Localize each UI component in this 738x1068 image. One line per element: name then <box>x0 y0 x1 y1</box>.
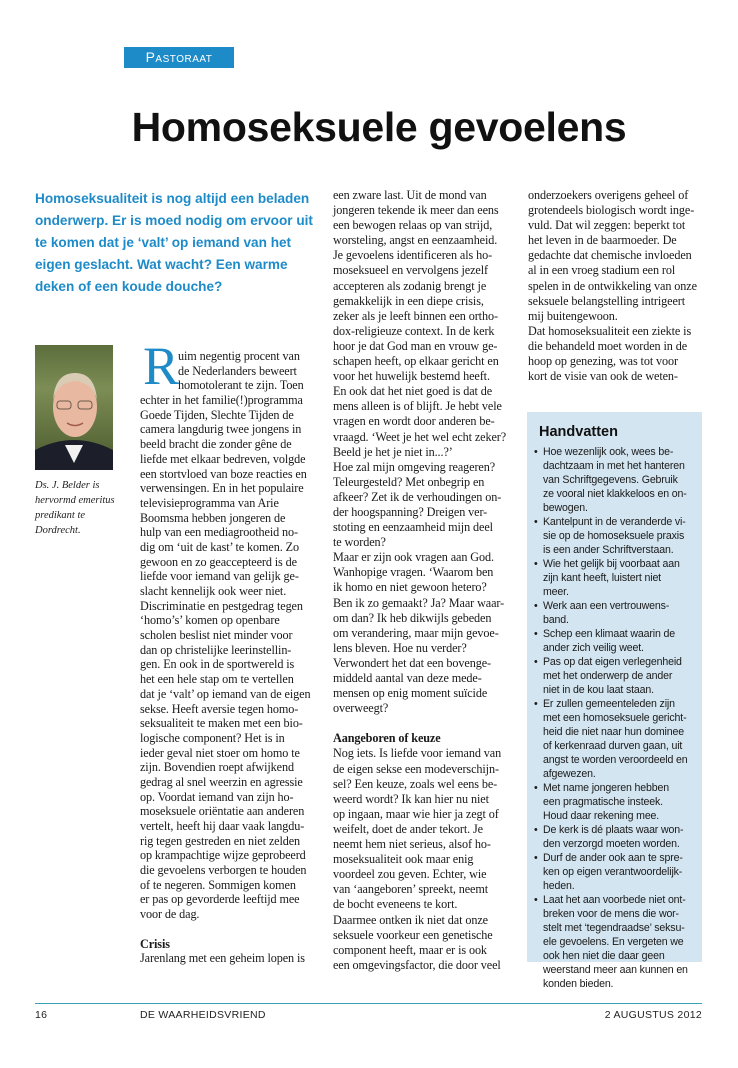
sidebar-item-line: Schep een klimaat waarin de <box>543 628 675 640</box>
text-line: Verwondert het dat een bovenge- <box>333 655 491 670</box>
text-line: dox-religieuze context. In de kerk <box>333 323 495 338</box>
text-line: zeker als je leeft binnen een ortho- <box>333 308 498 323</box>
text-line: televisieprogramma van Arie <box>140 495 279 510</box>
text-line: een zware last. Uit de mond van <box>333 188 487 202</box>
text-line: hulp van een mediagrootheid no- <box>140 525 298 540</box>
sidebar-item-line: ze vooral niet klakkeloos en on- <box>543 488 687 500</box>
paragraph-gap <box>333 716 506 731</box>
text-line: worsteling, angst en eenzaamheid. <box>333 233 498 248</box>
text-line: kort de visie van ook de weten- <box>528 369 678 384</box>
sidebar-item-line: ook hen niet die daar geen <box>543 950 665 962</box>
sidebar-item-line: Houd daar rekening mee. <box>543 810 660 822</box>
text-line: op krampachtige wijze geprobeerd <box>140 848 306 863</box>
text-line: gen. En ook in de sportwereld is <box>140 657 295 672</box>
text-line: om dan? Ik heb dikwijls gebeden <box>333 610 492 625</box>
sidebar-list-item <box>532 697 688 781</box>
sidebar-item-line: konden bieden. <box>543 978 614 990</box>
sidebar-item-line: ele gevoelens. En vergeten we <box>543 936 684 948</box>
sidebar-item-line: Wie het gelijk bij voorbaat aan <box>543 558 680 570</box>
text-line: het een hele stap om te vertellen <box>140 672 294 687</box>
text-line: een stortvloed van boze reacties en <box>140 466 307 481</box>
sidebar-list <box>532 445 688 991</box>
text-line: seksuele belangstelling intrigeert <box>528 293 686 308</box>
text-line: sekse. Heeft aversie tegen homo- <box>140 701 299 716</box>
bullet-icon: • <box>534 600 538 612</box>
sidebar-item-line: ander zich veilig weet. <box>543 642 644 654</box>
text-line: een bewogen relaas op van strijd, <box>333 218 493 233</box>
sidebar-item-line: met het onderwerp de ander <box>543 670 673 682</box>
text-line: seksuele voorkeur een genetische <box>333 927 493 942</box>
text-line: de eigen sekse een modeverschijn- <box>333 761 499 776</box>
text-line: mij buitengewoon. <box>528 308 618 323</box>
text-line: gewoon en zo geaccepteerd is de <box>140 554 297 569</box>
sidebar-item-line: is een ander Schriftverstaan. <box>543 544 674 556</box>
body-column-3 <box>528 188 697 384</box>
sidebar-item-line: Durf de ander ook aan te spre- <box>543 852 683 864</box>
text-line: weifelt, doet de ander tekort. Je <box>333 821 483 836</box>
sidebar-list-item <box>532 655 688 697</box>
text-line: het leven in de baarmoeder. De <box>528 233 677 248</box>
text-line: Goede Tijden, Slechte Tijden de <box>140 407 294 422</box>
text-line: mens alleen is of blijft. Je hebt vele <box>333 399 502 414</box>
sidebar-item-line: Kantelpunt in de veranderde vi- <box>543 516 686 528</box>
text-line: verwensingen. En in het populaire <box>140 481 304 496</box>
text-line: Daarmee ontken ik niet dat onze <box>333 912 488 927</box>
text-line: dat je ‘valt’ op iemand van de eigen <box>140 686 311 701</box>
sidebar-item-line: ken op eigen verantwoordelijk- <box>543 866 683 878</box>
sidebar-item-line: Werk aan een vertrouwens- <box>543 600 670 612</box>
bullet-icon: • <box>534 516 538 528</box>
sidebar-list-item <box>532 515 688 557</box>
text-line: ieder geval niet stoer om homo te <box>140 745 300 760</box>
text-line: overweegt? <box>333 701 389 716</box>
bullet-icon: • <box>534 656 538 668</box>
text-line: weerd wordt? Ik kan hier nu niet <box>333 791 489 806</box>
text-line: moseksualiteit ook maar enig <box>333 852 474 867</box>
text-line: afkeer? Zet ik de verhoudingen on- <box>333 489 502 504</box>
page-number: 16 <box>35 1009 48 1021</box>
sidebar-item-line: dachtzaam in met het hanteren <box>543 460 685 472</box>
text-line: te worden? <box>333 535 386 550</box>
sidebar-item-line: breken voor de mens die wor- <box>543 908 679 920</box>
text-line: spelen in de ontwikkeling van onze <box>528 278 697 293</box>
sidebar-item-line: De kerk is dé plaats waar won- <box>543 824 684 836</box>
section-heading: Crisis <box>140 936 170 951</box>
text-line: er pas op gevorderde leeftijd mee <box>140 892 300 907</box>
sidebar-item-line: Met name jongeren hebben <box>543 782 669 794</box>
text-line: die behandeld moet worden in de <box>528 338 688 353</box>
sidebar-item-line: Pas op dat eigen verlegenheid <box>543 656 682 668</box>
text-line: stoting en eenzaamheid mijn deel <box>333 520 493 535</box>
sidebar-item-line: of kerkenraad durven gaan, uit <box>543 740 683 752</box>
bullet-icon: • <box>534 824 538 836</box>
text-line: beeld bracht die zonder gêne de <box>140 437 292 452</box>
text-line: Jarenlang met een geheim lopen is <box>140 951 305 966</box>
text-line: accepteren als zodanig brengt je <box>333 278 487 293</box>
sidebar-item-line: angst te worden veroordeeld en <box>543 754 688 766</box>
text-line: ik homo en niet gewoon hetero? <box>333 580 487 595</box>
text-line: onderzoekers overigens geheel of <box>528 188 689 202</box>
sidebar-list-item <box>532 599 688 627</box>
sidebar-item-line: Laat het aan voorbede niet ont- <box>543 894 686 906</box>
text-line: component heeft, maar er is ook <box>333 942 487 957</box>
text-line: Je gevoelens identificeren als ho- <box>333 248 493 263</box>
sidebar-list-item <box>532 445 688 515</box>
text-line: Teleurgesteld? Met onbegrip en <box>333 474 485 489</box>
footer-rule <box>35 1003 702 1004</box>
text-line: gedachte dat chemische invloeden <box>528 248 692 263</box>
sidebar-list-item <box>532 557 688 599</box>
text-line: liefde met elkaar bedreven, volgde <box>140 451 306 466</box>
author-caption: Ds. J. Belder is hervormd emeritus predikant te Dordrecht. <box>35 480 115 536</box>
text-line: logische component? Het is in <box>140 730 285 745</box>
sidebar-item-line: een pragmatische insteek. <box>543 796 663 808</box>
sidebar-item-line: band. <box>543 614 569 626</box>
bullet-icon: • <box>534 628 538 640</box>
sidebar-item-line: heden. <box>543 880 575 892</box>
sidebar-item-line: stelt met ‘tegendraadse’ seksu- <box>543 922 685 934</box>
drop-cap: R <box>143 336 180 396</box>
text-line: voordeel zou geven. Echter, wie <box>333 867 487 882</box>
bullet-icon: • <box>534 894 538 906</box>
text-line: jongeren tekende ik meer dan eens <box>333 203 499 218</box>
body-column-2 <box>333 188 506 973</box>
text-line: homotolerant te zijn. Toen <box>178 378 304 393</box>
sidebar-list-item <box>532 781 688 823</box>
text-line: vuld. Dat wil zeggen: beperkt tot <box>528 218 686 233</box>
text-line: op ingaan, maar wie hier ja zegt of <box>333 806 499 821</box>
bullet-icon: • <box>534 782 538 794</box>
text-line: voor het huwelijk bestemd heeft. <box>333 369 490 384</box>
publication-date: 2 AUGUSTUS 2012 <box>604 1009 702 1021</box>
text-line: liefde voor iemand van gelijk ge- <box>140 569 299 584</box>
text-line: camera langdurig twee jongens in <box>140 422 302 437</box>
text-line: al in een vroeg stadium een rol <box>528 263 676 278</box>
text-line: Nog iets. Is liefde voor iemand van <box>333 746 502 761</box>
author-portrait-image <box>35 345 113 470</box>
sidebar-item-line: met een homoseksuele gericht- <box>543 712 687 724</box>
text-line: mensen op enig moment suïcide <box>333 686 488 701</box>
text-line: lens bleven. Hoe nu verder? <box>333 640 467 655</box>
text-line: dan op christelijke leerinstellin- <box>140 642 292 657</box>
sidebar-item-line: sie op de homoseksuele praxis <box>543 530 685 542</box>
text-line: Beeld je het je niet in...?’ <box>333 444 453 459</box>
section-heading: Aangeboren of keuze <box>333 731 441 746</box>
text-line: een omgevingsfactor, die door veel <box>333 957 501 972</box>
text-line: schapen heeft, op elkaar gericht en <box>333 354 499 369</box>
bullet-icon: • <box>534 446 538 458</box>
sidebar-list-item <box>532 627 688 655</box>
text-line: voor de dag. <box>140 907 200 922</box>
text-line: grotendeels biologisch wordt inge- <box>528 203 695 218</box>
sidebar-item-line: van Schriftgegevens. Gebruik <box>543 474 678 486</box>
article-title: Homoseksuele gevoelens <box>131 104 627 150</box>
bullet-icon: • <box>534 852 538 864</box>
text-line: om verandering, maar mijn gevoe- <box>333 625 499 640</box>
sidebar-list-item <box>532 823 688 851</box>
author-photo <box>35 345 113 470</box>
sidebar-item-line: niet in de kou laat staan. <box>543 684 654 696</box>
sidebar-title: Handvatten <box>539 424 618 440</box>
text-line: vertelt, heeft hij daar vaak langdu- <box>140 819 305 833</box>
text-line: de bocht eveneens te kort. <box>333 897 458 912</box>
paragraph-gap <box>140 922 310 937</box>
sidebar-item-line: meer. <box>543 586 569 598</box>
text-line: En ook dat het niet goed is dat de <box>333 384 493 399</box>
text-line: Maar er zijn ook vragen aan God. <box>333 550 494 565</box>
text-line: Boomsma hebben jongeren de <box>140 510 286 525</box>
sidebar-item-line: weerstand meer aan kunnen en <box>543 964 688 976</box>
text-line: vragen en wordt door anderen be- <box>333 414 495 429</box>
text-line: Wanhopige vragen. ‘Waarom ben <box>333 565 494 580</box>
text-line: zijn. Bovendien roept afwijkend <box>140 760 294 775</box>
text-line: vraagd. ‘Weet je het wel echt zeker? <box>333 429 507 444</box>
text-line: moseksueel en vervolgens jezelf <box>333 263 488 278</box>
bullet-icon: • <box>534 558 538 570</box>
section-label: Pastoraat <box>124 47 234 68</box>
text-line: Hoe zal mijn omgeving reageren? <box>333 459 496 474</box>
text-line: uim negentig procent van <box>178 349 300 363</box>
text-line: slacht kennelijk ook weer niet. <box>140 584 287 598</box>
text-line: sel? Een keuze, zoals wel eens be- <box>333 776 498 791</box>
sidebar-item-line: Hoe wezenlijk ook, wees be- <box>543 446 674 458</box>
text-line: neemt hem niet serieus, alsof ho- <box>333 837 491 852</box>
text-line: seksualiteit te maken met een bio- <box>140 716 303 731</box>
text-line: hoor je dat God man en vrouw ge- <box>333 338 498 353</box>
text-line: middeld aantal van deze mede- <box>333 671 482 685</box>
text-line: echter in het familie(!)programma <box>140 393 303 408</box>
text-line: dig om ‘uit de kast’ te komen. Zo <box>140 539 299 554</box>
body-column-1 <box>140 349 310 966</box>
sidebar-item-line: heid die niet naar hun dominee <box>543 726 684 738</box>
sidebar-item-line: afgewezen. <box>543 768 596 780</box>
sidebar-item-line: den verzorgd moeten worden. <box>543 838 680 850</box>
sidebar-item-line: Er zullen gemeenteleden zijn <box>543 698 675 710</box>
text-line: Ben ik zo gemaakt? Ja? Maar waar- <box>333 595 505 610</box>
bullet-icon: • <box>534 698 538 710</box>
text-line: gemakkelijk in een diepe crisis, <box>333 293 484 308</box>
sidebar-item-line: bewogen. <box>543 502 588 514</box>
sidebar-item-line: zijn kant heeft, luistert niet <box>543 572 661 584</box>
text-line: rig tegen gestreden en niet zelden <box>140 833 301 848</box>
sidebar-list-item <box>532 851 688 893</box>
text-line: de Nederlanders beweert <box>178 363 297 378</box>
text-line: Dat homoseksualiteit een ziekte is <box>528 323 692 338</box>
text-line: of te negeren. Sommigen komen <box>140 877 296 892</box>
text-line: moseksuele oriëntatie aan anderen <box>140 804 305 819</box>
text-line: hoop op genezing, was tot voor <box>528 354 678 369</box>
text-line: op. Voordat iemand van zijn ho- <box>140 789 294 804</box>
text-line: gedrag al snel weerzin en agressie <box>140 774 303 789</box>
text-line: Discriminatie en pestgedrag tegen <box>140 598 303 613</box>
text-line: der hoogspanning? Dreigen ver- <box>333 504 488 519</box>
sidebar-handvatten <box>527 412 702 990</box>
text-line: ‘homo’s’ komen op openbare <box>140 613 280 628</box>
text-line: die gevoelens verborgen te houden <box>140 863 307 878</box>
publication-name: DE WAARHEIDSVRIEND <box>140 1009 266 1021</box>
text-line: scholen beslist niet minder voor <box>140 628 293 643</box>
sidebar-list-item <box>532 893 688 991</box>
article-lead: Homoseksualiteit is nog altijd een beladen onderwerp. Er is moed nodig om ervoor uit te komen dat je ‘valt’ op iemand van het eigen geslacht. Wat wacht? Een warme deken of een koude douche? <box>35 191 313 294</box>
text-line: van ‘aangeboren’ spreekt, neemt <box>333 882 489 897</box>
